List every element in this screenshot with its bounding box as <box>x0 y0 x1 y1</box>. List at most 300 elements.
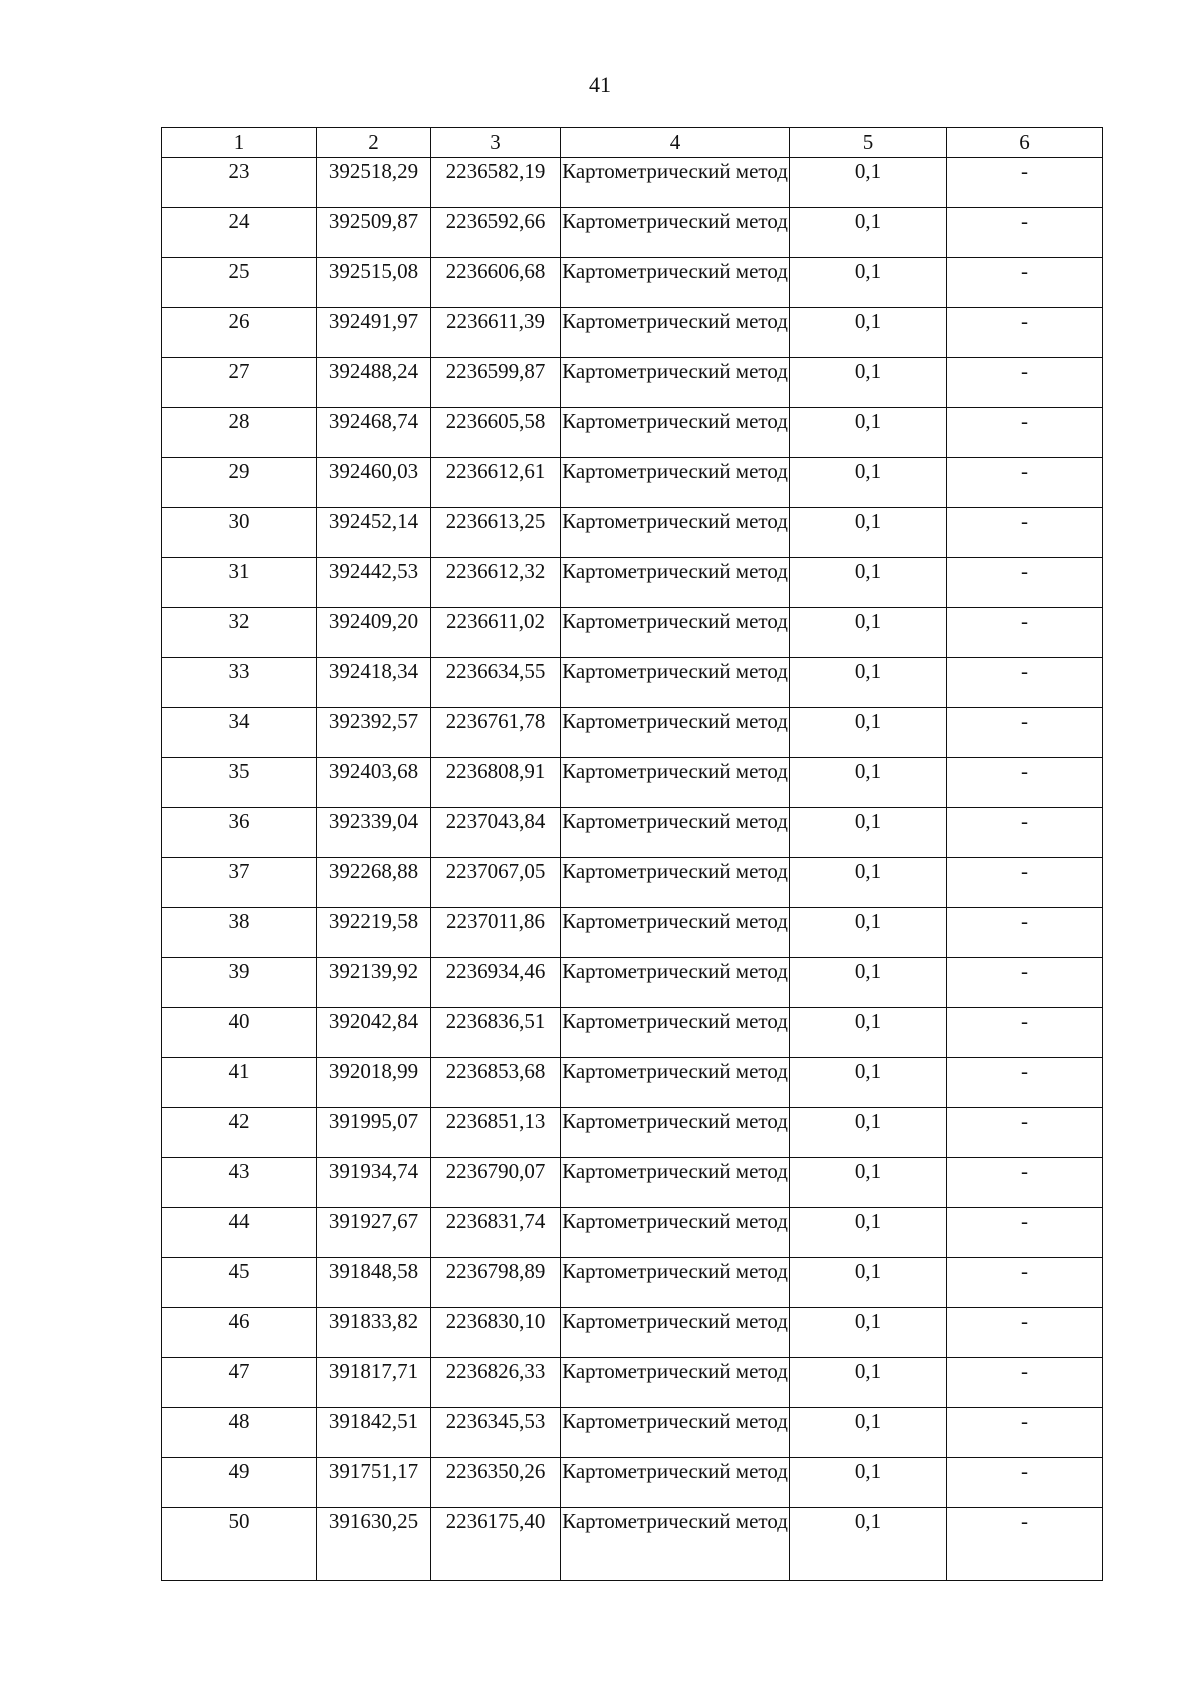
table-row <box>162 858 1103 908</box>
method-cell-text: Картометрический метод <box>562 1259 788 1283</box>
method-cell-text: Картометрический метод <box>562 859 788 883</box>
point-number-cell-text: 37 <box>228 859 250 883</box>
method-cell-text: Картометрический метод <box>562 1159 788 1183</box>
accuracy-cell-text: 0,1 <box>854 1159 882 1183</box>
table-row <box>162 558 1103 608</box>
note-cell <box>947 1408 1103 1458</box>
accuracy-cell-text: 0,1 <box>854 559 882 583</box>
note-cell-text: - <box>1021 759 1028 783</box>
method-cell-text: Картометрический метод <box>562 509 788 533</box>
note-cell <box>947 658 1103 708</box>
x-coordinate-cell-text: 392409,20 <box>328 609 419 633</box>
table-row <box>162 508 1103 558</box>
point-number-cell <box>162 1208 317 1258</box>
method-cell-text: Картометрический метод <box>562 159 788 183</box>
x-coordinate-cell-text: 392491,97 <box>328 309 419 333</box>
accuracy-cell <box>790 858 947 908</box>
table-row <box>162 258 1103 308</box>
accuracy-cell-text: 0,1 <box>854 459 882 483</box>
accuracy-cell-text: 0,1 <box>854 209 882 233</box>
x-coordinate-cell <box>317 208 431 258</box>
y-coordinate-cell <box>431 1058 561 1108</box>
accuracy-cell-text: 0,1 <box>854 359 882 383</box>
x-coordinate-cell-text: 391630,25 <box>328 1509 419 1533</box>
x-coordinate-cell-text: 391842,51 <box>328 1409 419 1433</box>
method-cell-text: Картометрический метод <box>562 1409 788 1433</box>
method-cell-text: Картометрический метод <box>562 1459 788 1483</box>
y-coordinate-cell-text: 2236808,91 <box>445 759 546 783</box>
y-coordinate-cell-text: 2236830,10 <box>445 1309 546 1333</box>
point-number-cell <box>162 158 317 208</box>
accuracy-cell-text: 0,1 <box>854 1009 882 1033</box>
point-number-cell <box>162 1408 317 1458</box>
point-number-cell-text: 40 <box>228 1009 250 1033</box>
y-coordinate-cell <box>431 808 561 858</box>
y-coordinate-cell <box>431 558 561 608</box>
table-row <box>162 1458 1103 1508</box>
accuracy-cell-text: 0,1 <box>854 1209 882 1233</box>
x-coordinate-cell <box>317 458 431 508</box>
accuracy-cell-text: 0,1 <box>854 859 882 883</box>
note-cell-text: - <box>1021 859 1028 883</box>
point-number-cell-text: 38 <box>228 909 250 933</box>
accuracy-cell-text: 0,1 <box>854 759 882 783</box>
table-row <box>162 1058 1103 1108</box>
y-coordinate-cell-text: 2237011,86 <box>446 909 545 933</box>
page-number: 41 <box>589 72 611 97</box>
note-cell-text: - <box>1021 409 1028 433</box>
accuracy-cell <box>790 1008 947 1058</box>
point-number-cell-text: 26 <box>228 309 250 333</box>
column-header-2: 2 <box>317 128 431 158</box>
method-cell-text: Картометрический метод <box>562 959 788 983</box>
y-coordinate-cell <box>431 358 561 408</box>
x-coordinate-cell <box>317 508 431 558</box>
x-coordinate-cell-text: 392339,04 <box>328 809 419 833</box>
note-cell-text: - <box>1021 959 1028 983</box>
y-coordinate-cell-text: 2236853,68 <box>445 1059 546 1083</box>
note-cell <box>947 858 1103 908</box>
note-cell <box>947 258 1103 308</box>
table-row <box>162 758 1103 808</box>
method-cell <box>561 1008 790 1058</box>
accuracy-cell-text: 0,1 <box>854 259 882 283</box>
method-cell-text: Картометрический метод <box>562 609 788 633</box>
point-number-cell-text: 24 <box>228 209 250 233</box>
point-number-cell <box>162 208 317 258</box>
table-row <box>162 1158 1103 1208</box>
table-row <box>162 1258 1103 1308</box>
point-number-cell <box>162 508 317 558</box>
x-coordinate-cell-text: 392139,92 <box>328 959 419 983</box>
x-coordinate-cell <box>317 158 431 208</box>
table-row <box>162 1008 1103 1058</box>
table-row <box>162 1508 1103 1581</box>
x-coordinate-cell <box>317 1508 431 1581</box>
accuracy-cell-text: 0,1 <box>854 1309 882 1333</box>
note-cell <box>947 208 1103 258</box>
method-cell-text: Картометрический метод <box>562 1009 788 1033</box>
point-number-cell-text: 28 <box>228 409 250 433</box>
accuracy-cell-text: 0,1 <box>854 959 882 983</box>
x-coordinate-cell-text: 392403,68 <box>328 759 419 783</box>
method-cell <box>561 658 790 708</box>
method-cell <box>561 1158 790 1208</box>
x-coordinate-cell <box>317 1208 431 1258</box>
point-number-cell <box>162 1058 317 1108</box>
accuracy-cell-text: 0,1 <box>854 1259 882 1283</box>
x-coordinate-cell <box>317 1258 431 1308</box>
point-number-cell <box>162 1258 317 1308</box>
method-cell <box>561 1258 790 1308</box>
column-header-3: 3 <box>431 128 561 158</box>
y-coordinate-cell <box>431 1008 561 1058</box>
method-cell-text: Картометрический метод <box>562 309 788 333</box>
method-cell-text: Картометрический метод <box>562 359 788 383</box>
method-cell <box>561 358 790 408</box>
accuracy-cell-text: 0,1 <box>854 1059 882 1083</box>
point-number-cell <box>162 1108 317 1158</box>
x-coordinate-cell-text: 391751,17 <box>328 1459 419 1483</box>
x-coordinate-cell <box>317 558 431 608</box>
y-coordinate-cell-text: 2236790,07 <box>445 1159 546 1183</box>
note-cell <box>947 158 1103 208</box>
method-cell <box>561 158 790 208</box>
accuracy-cell <box>790 508 947 558</box>
y-coordinate-cell-text: 2236605,58 <box>445 409 546 433</box>
note-cell-text: - <box>1021 1009 1028 1033</box>
point-number-cell-text: 32 <box>228 609 250 633</box>
x-coordinate-cell-text: 392509,87 <box>328 209 419 233</box>
y-coordinate-cell <box>431 458 561 508</box>
x-coordinate-cell <box>317 1108 431 1158</box>
table-row <box>162 458 1103 508</box>
note-cell <box>947 1358 1103 1408</box>
x-coordinate-cell-text: 392219,58 <box>328 909 419 933</box>
note-cell-text: - <box>1021 1409 1028 1433</box>
note-cell <box>947 308 1103 358</box>
method-cell <box>561 858 790 908</box>
point-number-cell <box>162 808 317 858</box>
accuracy-cell <box>790 1408 947 1458</box>
x-coordinate-cell-text: 392468,74 <box>328 409 419 433</box>
point-number-cell-text: 47 <box>228 1359 250 1383</box>
note-cell-text: - <box>1021 1159 1028 1183</box>
method-cell-text: Картометрический метод <box>562 1109 788 1133</box>
note-cell-text: - <box>1021 509 1028 533</box>
y-coordinate-cell-text: 2236611,39 <box>446 309 545 333</box>
point-number-cell-text: 35 <box>228 759 250 783</box>
x-coordinate-cell-text: 391927,67 <box>328 1209 419 1233</box>
y-coordinate-cell <box>431 908 561 958</box>
method-cell <box>561 958 790 1008</box>
method-cell-text: Картометрический метод <box>562 1509 788 1533</box>
y-coordinate-cell <box>431 858 561 908</box>
x-coordinate-cell <box>317 808 431 858</box>
point-number-cell-text: 34 <box>228 709 250 733</box>
method-cell <box>561 1058 790 1108</box>
table-row <box>162 208 1103 258</box>
y-coordinate-cell-text: 2236934,46 <box>445 959 546 983</box>
accuracy-cell-text: 0,1 <box>854 1509 882 1533</box>
x-coordinate-cell <box>317 1408 431 1458</box>
note-cell-text: - <box>1021 159 1028 183</box>
point-number-cell <box>162 358 317 408</box>
note-cell-text: - <box>1021 1059 1028 1083</box>
x-coordinate-cell-text: 391833,82 <box>328 1309 419 1333</box>
point-number-cell <box>162 1458 317 1508</box>
y-coordinate-cell-text: 2236592,66 <box>445 209 546 233</box>
method-cell <box>561 608 790 658</box>
method-cell <box>561 908 790 958</box>
note-cell <box>947 958 1103 1008</box>
x-coordinate-cell-text: 391934,74 <box>328 1159 419 1183</box>
method-cell <box>561 558 790 608</box>
point-number-cell <box>162 258 317 308</box>
table-row <box>162 408 1103 458</box>
y-coordinate-cell-text: 2236350,26 <box>445 1459 546 1483</box>
method-cell <box>561 258 790 308</box>
point-number-cell-text: 23 <box>228 159 250 183</box>
note-cell-text: - <box>1021 909 1028 933</box>
x-coordinate-cell-text: 392452,14 <box>328 509 419 533</box>
method-cell <box>561 1208 790 1258</box>
x-coordinate-cell-text: 392515,08 <box>328 259 419 283</box>
y-coordinate-cell <box>431 158 561 208</box>
coordinates-table <box>161 127 1103 1581</box>
x-coordinate-cell <box>317 958 431 1008</box>
method-cell <box>561 508 790 558</box>
point-number-cell-text: 36 <box>228 809 250 833</box>
accuracy-cell-text: 0,1 <box>854 609 882 633</box>
method-cell <box>561 758 790 808</box>
note-cell-text: - <box>1021 1309 1028 1333</box>
method-cell <box>561 808 790 858</box>
point-number-cell <box>162 458 317 508</box>
note-cell-text: - <box>1021 1459 1028 1483</box>
y-coordinate-cell <box>431 408 561 458</box>
point-number-cell <box>162 1158 317 1208</box>
method-cell-text: Картометрический метод <box>562 1209 788 1233</box>
note-cell <box>947 1508 1103 1581</box>
point-number-cell <box>162 1358 317 1408</box>
y-coordinate-cell <box>431 958 561 1008</box>
note-cell-text: - <box>1021 1509 1028 1533</box>
column-header-1: 1 <box>162 128 317 158</box>
y-coordinate-cell <box>431 1508 561 1581</box>
x-coordinate-cell <box>317 1458 431 1508</box>
point-number-cell-text: 44 <box>228 1209 250 1233</box>
method-cell-text: Картометрический метод <box>562 1309 788 1333</box>
table-header <box>162 128 1103 158</box>
accuracy-cell <box>790 808 947 858</box>
y-coordinate-cell-text: 2236613,25 <box>445 509 546 533</box>
x-coordinate-cell <box>317 1008 431 1058</box>
method-cell-text: Картометрический метод <box>562 1059 788 1083</box>
note-cell <box>947 1158 1103 1208</box>
accuracy-cell <box>790 1508 947 1581</box>
x-coordinate-cell <box>317 1308 431 1358</box>
method-cell-text: Картометрический метод <box>562 209 788 233</box>
y-coordinate-cell <box>431 1408 561 1458</box>
method-cell-text: Картометрический метод <box>562 259 788 283</box>
x-coordinate-cell <box>317 1158 431 1208</box>
method-cell <box>561 1308 790 1358</box>
accuracy-cell <box>790 1058 947 1108</box>
point-number-cell-text: 39 <box>228 959 250 983</box>
method-cell-text: Картометрический метод <box>562 809 788 833</box>
y-coordinate-cell-text: 2236611,02 <box>446 609 545 633</box>
accuracy-cell-text: 0,1 <box>854 509 882 533</box>
method-cell <box>561 308 790 358</box>
y-coordinate-cell-text: 2236831,74 <box>445 1209 546 1233</box>
accuracy-cell <box>790 458 947 508</box>
point-number-cell-text: 33 <box>228 659 250 683</box>
note-cell <box>947 1458 1103 1508</box>
x-coordinate-cell-text: 391995,07 <box>328 1109 419 1133</box>
note-cell-text: - <box>1021 809 1028 833</box>
accuracy-cell <box>790 308 947 358</box>
y-coordinate-cell <box>431 1308 561 1358</box>
y-coordinate-cell <box>431 608 561 658</box>
y-coordinate-cell <box>431 1458 561 1508</box>
point-number-cell-text: 46 <box>228 1309 250 1333</box>
table-row <box>162 158 1103 208</box>
point-number-cell <box>162 608 317 658</box>
y-coordinate-cell <box>431 208 561 258</box>
point-number-cell-text: 29 <box>228 459 250 483</box>
method-cell <box>561 1408 790 1458</box>
point-number-cell <box>162 958 317 1008</box>
point-number-cell <box>162 708 317 758</box>
note-cell-text: - <box>1021 1359 1028 1383</box>
y-coordinate-cell-text: 2236634,55 <box>445 659 546 683</box>
accuracy-cell <box>790 758 947 808</box>
note-cell-text: - <box>1021 259 1028 283</box>
y-coordinate-cell-text: 2236612,32 <box>445 559 546 583</box>
x-coordinate-cell <box>317 608 431 658</box>
method-cell-text: Картометрический метод <box>562 709 788 733</box>
x-coordinate-cell <box>317 758 431 808</box>
method-cell-text: Картометрический метод <box>562 659 788 683</box>
note-cell <box>947 1108 1103 1158</box>
point-number-cell-text: 31 <box>228 559 250 583</box>
method-cell-text: Картометрический метод <box>562 559 788 583</box>
y-coordinate-cell <box>431 1208 561 1258</box>
table-row <box>162 808 1103 858</box>
y-coordinate-cell-text: 2237043,84 <box>445 809 546 833</box>
table-row <box>162 1358 1103 1408</box>
note-cell <box>947 1258 1103 1308</box>
y-coordinate-cell <box>431 308 561 358</box>
x-coordinate-cell-text: 391848,58 <box>328 1259 419 1283</box>
method-cell-text: Картометрический метод <box>562 909 788 933</box>
x-coordinate-cell-text: 392418,34 <box>328 659 419 683</box>
note-cell-text: - <box>1021 1209 1028 1233</box>
column-header-6: 6 <box>947 128 1103 158</box>
y-coordinate-cell <box>431 658 561 708</box>
method-cell <box>561 1358 790 1408</box>
method-cell <box>561 1508 790 1581</box>
column-header-4: 4 <box>561 128 790 158</box>
note-cell-text: - <box>1021 1109 1028 1133</box>
accuracy-cell <box>790 1358 947 1408</box>
point-number-cell <box>162 308 317 358</box>
x-coordinate-cell <box>317 258 431 308</box>
y-coordinate-cell-text: 2236612,61 <box>445 459 546 483</box>
y-coordinate-cell-text: 2237067,05 <box>445 859 546 883</box>
method-cell <box>561 458 790 508</box>
accuracy-cell <box>790 908 947 958</box>
accuracy-cell <box>790 958 947 1008</box>
y-coordinate-cell-text: 2236851,13 <box>445 1109 546 1133</box>
accuracy-cell <box>790 158 947 208</box>
y-coordinate-cell <box>431 758 561 808</box>
table-row <box>162 1308 1103 1358</box>
method-cell <box>561 1108 790 1158</box>
accuracy-cell <box>790 1158 947 1208</box>
method-cell <box>561 1458 790 1508</box>
point-number-cell-text: 27 <box>228 359 250 383</box>
note-cell-text: - <box>1021 659 1028 683</box>
y-coordinate-cell <box>431 508 561 558</box>
y-coordinate-cell <box>431 1258 561 1308</box>
accuracy-cell <box>790 258 947 308</box>
accuracy-cell <box>790 608 947 658</box>
accuracy-cell-text: 0,1 <box>854 659 882 683</box>
table-row <box>162 308 1103 358</box>
x-coordinate-cell-text: 392442,53 <box>328 559 419 583</box>
table-row <box>162 1108 1103 1158</box>
note-cell <box>947 1308 1103 1358</box>
note-cell-text: - <box>1021 309 1028 333</box>
point-number-cell-text: 48 <box>228 1409 250 1433</box>
y-coordinate-cell <box>431 1158 561 1208</box>
accuracy-cell-text: 0,1 <box>854 159 882 183</box>
point-number-cell-text: 50 <box>228 1509 250 1533</box>
x-coordinate-cell <box>317 408 431 458</box>
y-coordinate-cell-text: 2236345,53 <box>445 1409 546 1433</box>
y-coordinate-cell-text: 2236582,19 <box>445 159 546 183</box>
y-coordinate-cell-text: 2236175,40 <box>445 1509 546 1533</box>
accuracy-cell-text: 0,1 <box>854 809 882 833</box>
point-number-cell <box>162 408 317 458</box>
accuracy-cell <box>790 408 947 458</box>
accuracy-cell <box>790 208 947 258</box>
note-cell <box>947 1208 1103 1258</box>
column-header-5: 5 <box>790 128 947 158</box>
method-cell <box>561 708 790 758</box>
accuracy-cell-text: 0,1 <box>854 909 882 933</box>
x-coordinate-cell-text: 392518,29 <box>328 159 419 183</box>
point-number-cell <box>162 858 317 908</box>
accuracy-cell-text: 0,1 <box>854 309 882 333</box>
note-cell <box>947 808 1103 858</box>
table-row <box>162 908 1103 958</box>
accuracy-cell-text: 0,1 <box>854 1359 882 1383</box>
point-number-cell-text: 42 <box>228 1109 250 1133</box>
y-coordinate-cell-text: 2236836,51 <box>445 1009 546 1033</box>
table-row <box>162 1208 1103 1258</box>
x-coordinate-cell <box>317 358 431 408</box>
note-cell-text: - <box>1021 459 1028 483</box>
y-coordinate-cell-text: 2236761,78 <box>445 709 546 733</box>
x-coordinate-cell-text: 392018,99 <box>328 1059 419 1083</box>
accuracy-cell <box>790 1108 947 1158</box>
accuracy-cell <box>790 708 947 758</box>
note-cell-text: - <box>1021 209 1028 233</box>
note-cell <box>947 1008 1103 1058</box>
